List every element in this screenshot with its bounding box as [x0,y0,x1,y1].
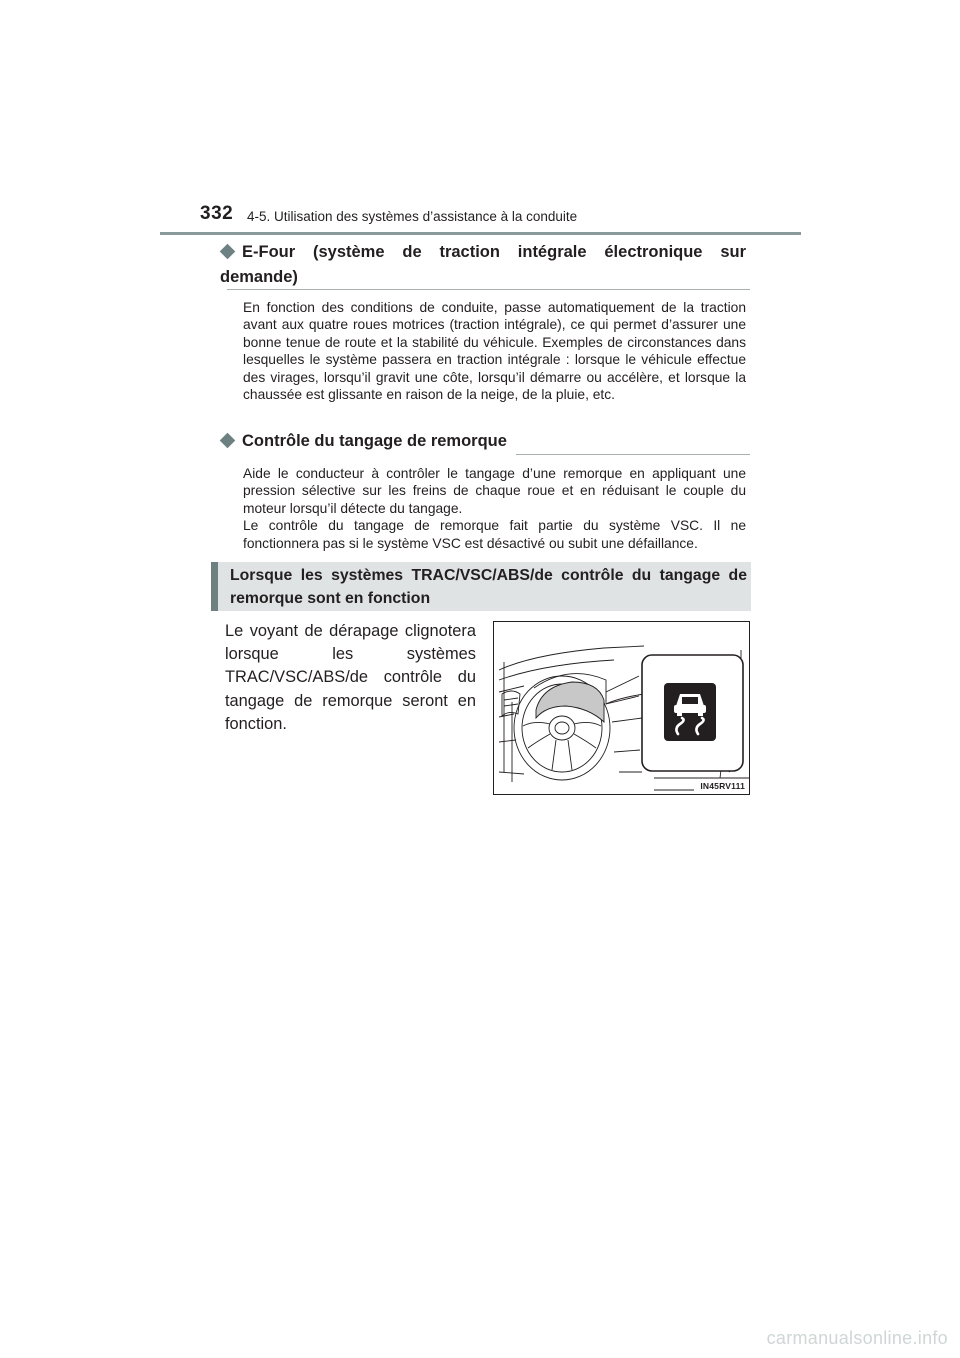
section-body-trailer-sway [243,465,746,552]
header-rule [160,232,801,235]
paragraph: En fonction des conditions de conduite, passe automatiquement de la traction avant aux quatre roues motrices (traction intégrale), ce qui permet d’assurer une bonne tenue de route et la stabilité du véhicule. Exemples de circonstances dans lesquelles le système passera en traction intégrale : lorsque le véhicule effectue des virages, lorsqu’il gravit une côte, lorsqu’il démarre ou accélère, et lorsque la chaussée est glissante en raison de la neige, de la pluie, etc. [243,300,746,403]
section-heading-e-four-text: E-Four (système de traction intégrale électronique sur demande) [220,243,746,286]
section-body-e-four [243,299,746,403]
section-heading-trailer-sway [220,429,746,454]
watermark: carmanualsonline.info [766,1328,948,1348]
section-rule-trailer-sway [516,454,750,455]
dashboard-illustration [494,622,750,795]
banner-title: Lorsque les systèmes TRAC/VSC/ABS/de contrôle du tangage de remorque sont en fonction [230,567,747,607]
info-banner [211,562,751,611]
paragraph: Le contrôle du tangage de remorque fait partie du système VSC. Il ne fonctionnera pas si le système VSC est désactivé ou subit une défaillance. [243,518,746,551]
section-rule-e-four [227,289,750,290]
section-heading-e-four [220,240,746,290]
main-text: Le voyant de dérapage clignotera lorsque les systèmes TRAC/VSC/ABS/de contrôle du tangage de remorque seront en fonction. [225,622,476,733]
dashboard-figure [493,621,750,795]
section-heading-trailer-sway-text: Contrôle du tangage de remorque [242,432,507,450]
running-section-title: 4-5. Utilisation des systèmes d’assistance à la conduite [247,209,578,224]
diamond-bullet-icon [220,433,236,449]
diamond-bullet-icon [220,244,236,260]
slip-indicator-icon [664,683,716,741]
page-number: 332 [200,203,234,224]
figure-code: IN45RV111 [700,781,745,791]
paragraph: Aide le conducteur à contrôler le tangage d’une remorque en appliquant une pression sélective sur les freins de chaque roue et en réduisant le couple du moteur lorsqu’il détecte du tangage. [243,466,746,516]
